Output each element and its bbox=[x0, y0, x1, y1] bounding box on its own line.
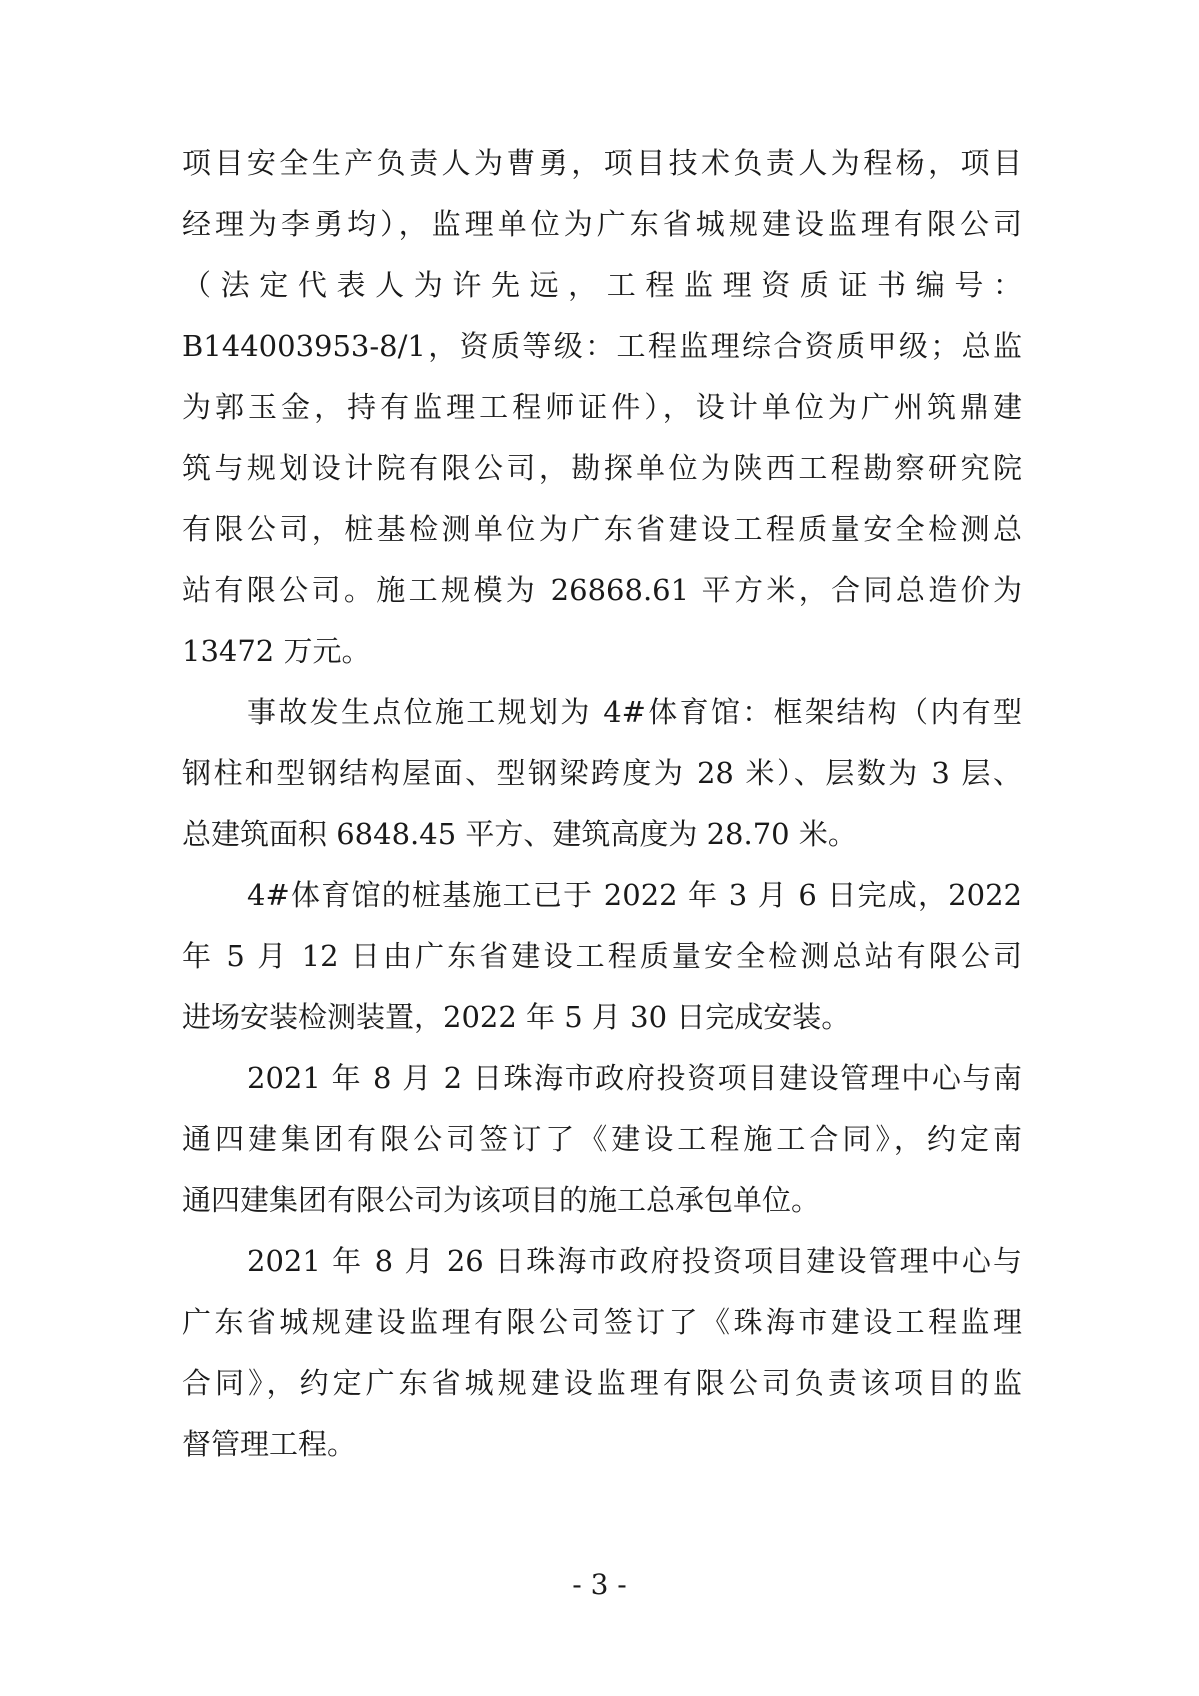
text-line: 通四建集团有限公司为该项目的施工总承包单位。 bbox=[182, 1183, 821, 1217]
text-line: 督管理工程。 bbox=[182, 1427, 357, 1461]
text-line: 进场安装检测装置，2022 年 5 月 30 日完成安装。 bbox=[182, 1000, 851, 1034]
text-line: 13472 万元。 bbox=[182, 634, 371, 668]
text-line: 经理为李勇均），监理单位为广东省城规建设监理有限公司 bbox=[182, 207, 1022, 241]
text-line: 4#体育馆的桩基施工已于 2022 年 3 月 6 日完成，2022 bbox=[247, 878, 1022, 912]
text-line: 为郭玉金，持有监理工程师证件），设计单位为广州筑鼎建 bbox=[182, 390, 1022, 424]
text-line: 广东省城规建设监理有限公司签订了《珠海市建设工程监理 bbox=[182, 1305, 1022, 1339]
text-line: 2021 年 8 月 26 日珠海市政府投资项目建设管理中心与 bbox=[247, 1244, 1022, 1278]
text-line: B144003953-8/1，资质等级：工程监理综合资质甲级；总监 bbox=[182, 329, 1022, 363]
text-line: 钢柱和型钢结构屋面、型钢梁跨度为 28 米）、层数为 3 层、 bbox=[182, 756, 1022, 790]
page-number: - 3 - bbox=[572, 1568, 627, 1601]
text-line: 有限公司，桩基检测单位为广东省建设工程质量安全检测总 bbox=[182, 512, 1022, 546]
text-line: 合同》，约定广东省城规建设监理有限公司负责该项目的监 bbox=[182, 1366, 1022, 1400]
text-line: 年 5 月 12 日由广东省建设工程质量安全检测总站有限公司 bbox=[182, 939, 1022, 973]
text-line: 筑与规划设计院有限公司，勘探单位为陕西工程勘察研究院 bbox=[182, 451, 1022, 485]
text-line: 2021 年 8 月 2 日珠海市政府投资项目建设管理中心与南 bbox=[247, 1061, 1022, 1095]
text-line: 项目安全生产负责人为曹勇，项目技术负责人为程杨，项目 bbox=[182, 146, 1022, 180]
text-line: 站有限公司。施工规模为 26868.61 平方米，合同总造价为 bbox=[182, 573, 1022, 607]
text-line: 事故发生点位施工规划为 4#体育馆：框架结构（内有型 bbox=[247, 695, 1022, 729]
text-line: 通四建集团有限公司签订了《建设工程施工合同》，约定南 bbox=[182, 1122, 1022, 1156]
text-line: 总建筑面积 6848.45 平方、建筑高度为 28.70 米。 bbox=[182, 817, 857, 851]
text-line: （法定代表人为许先远，工程监理资质证书编号： bbox=[182, 268, 1022, 302]
